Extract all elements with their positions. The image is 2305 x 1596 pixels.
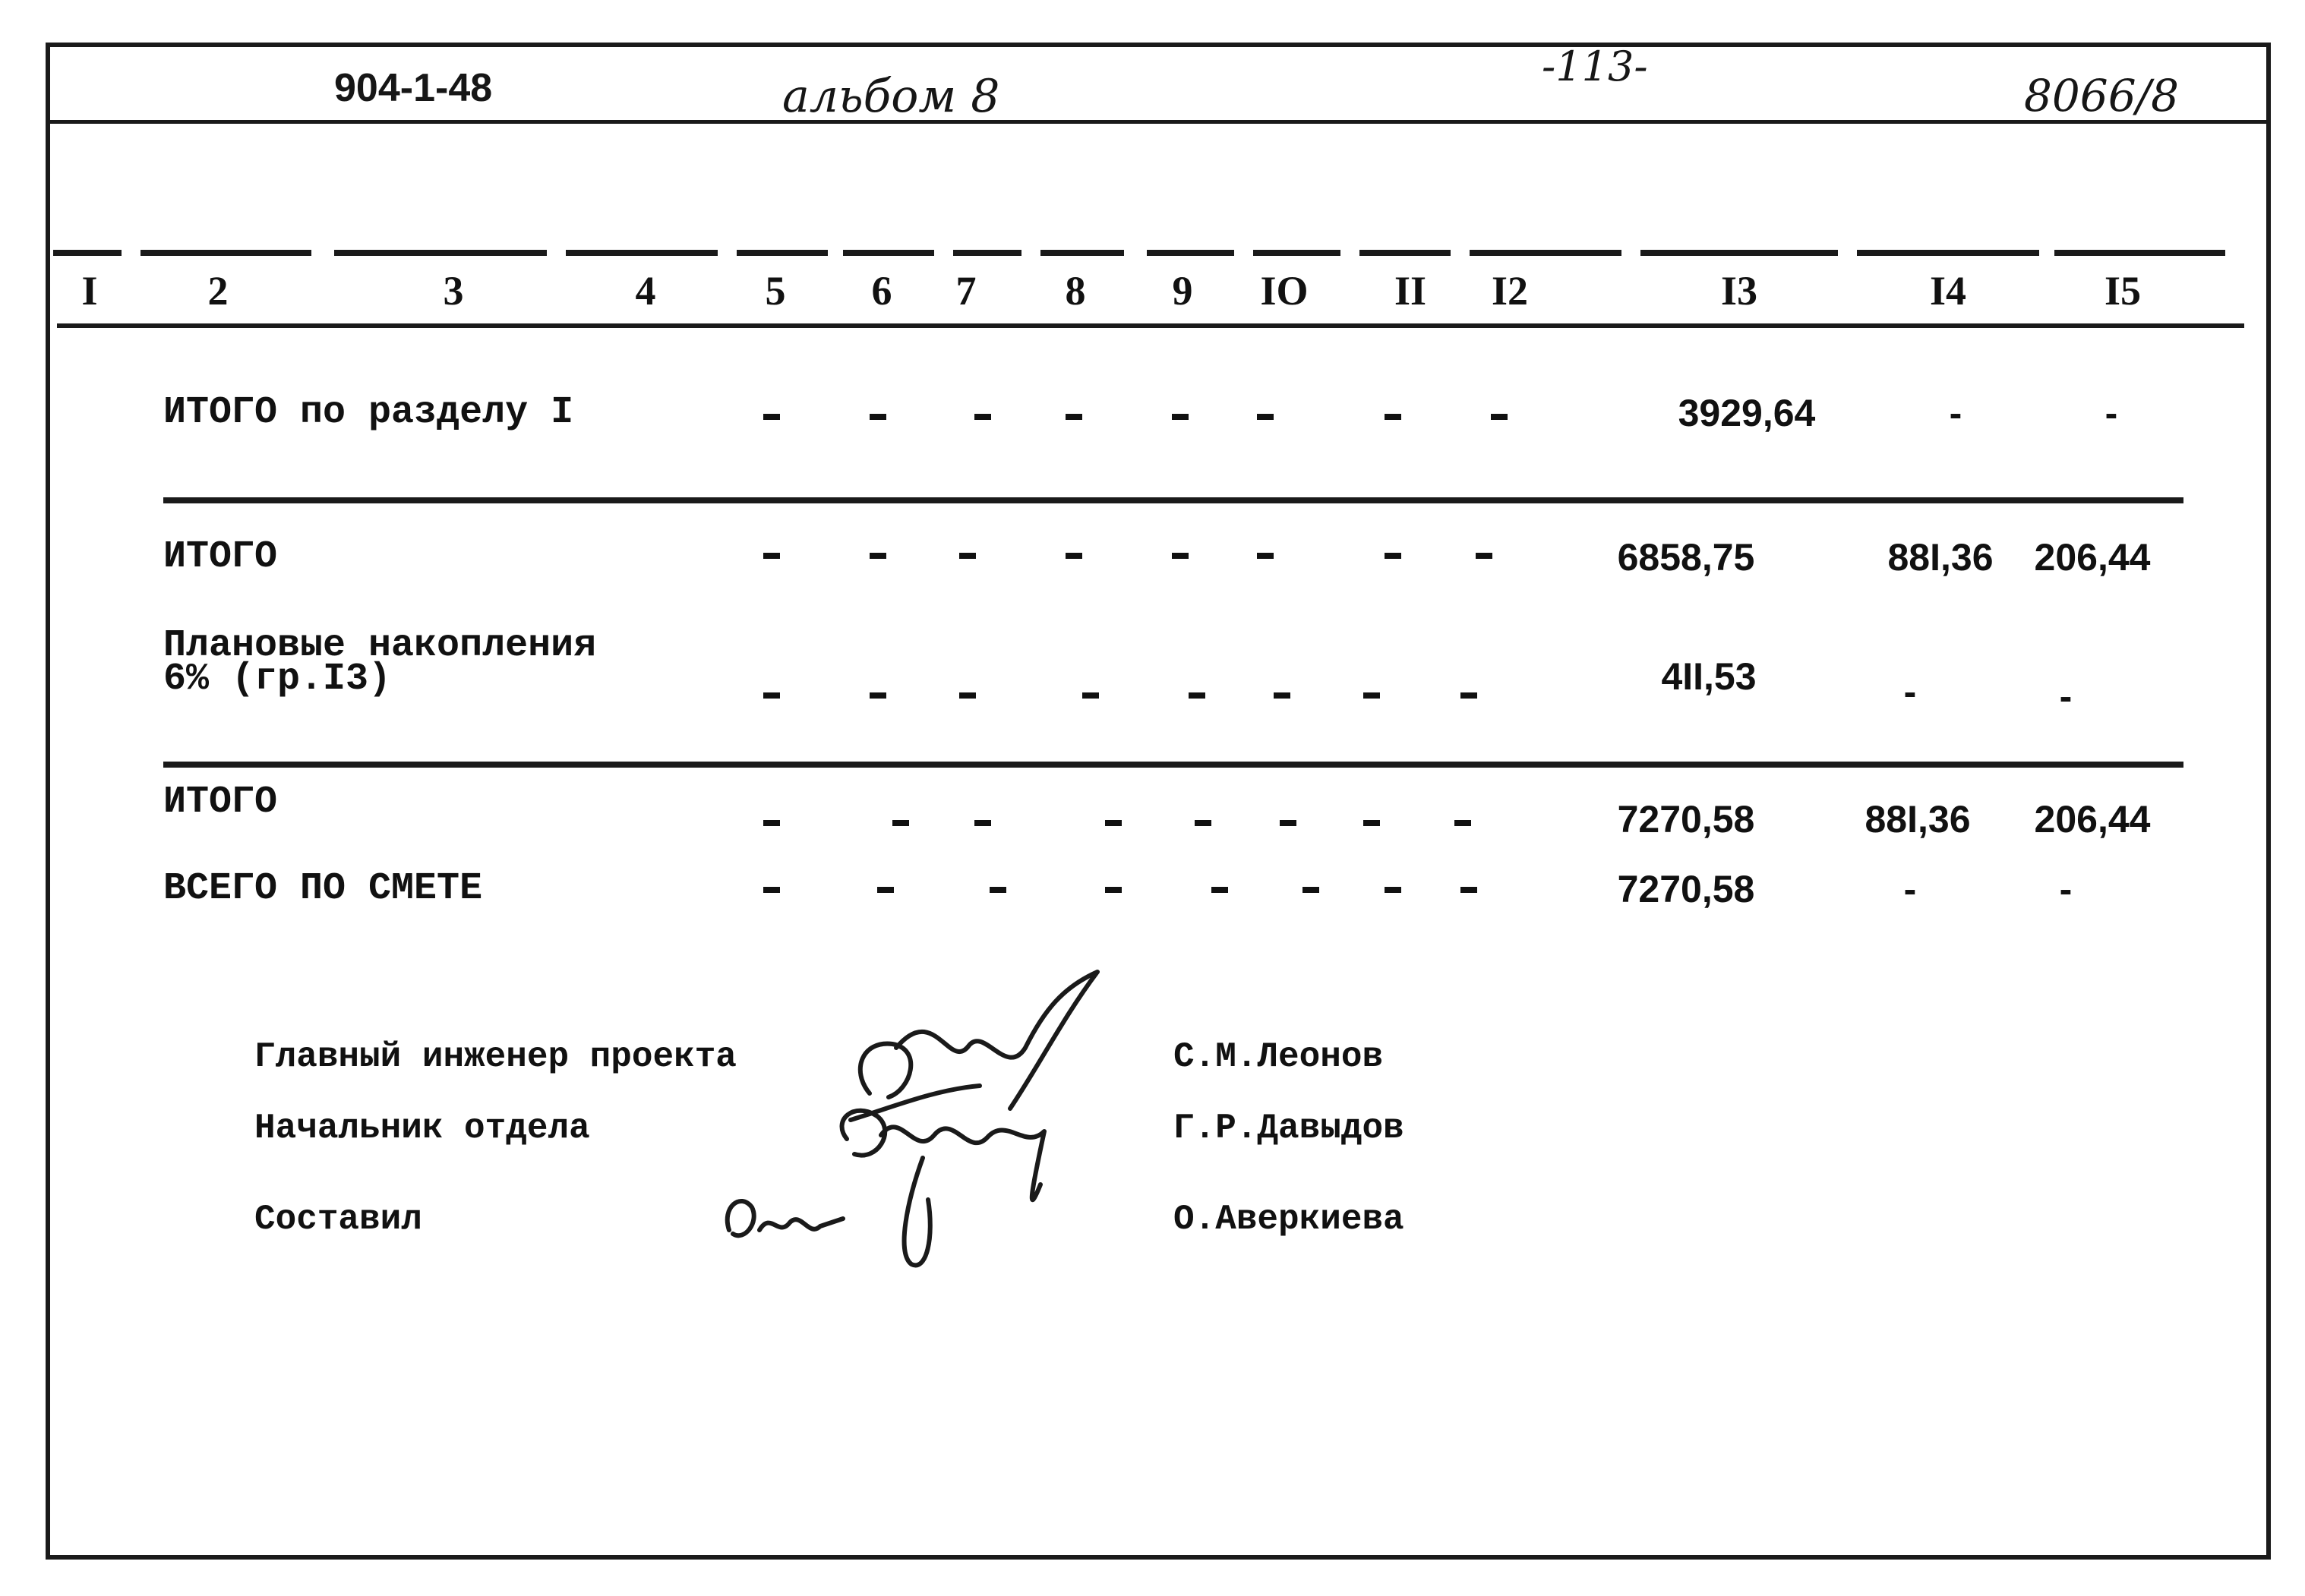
row-col15: - <box>2104 392 2118 434</box>
col-header-6: 6 <box>871 268 892 314</box>
signature-name: С.М.Леонов <box>1173 1037 1384 1077</box>
col-header-9: 9 <box>1172 268 1193 314</box>
col-header-11: II <box>1394 268 1427 314</box>
col-header-1: I <box>81 268 98 314</box>
row-total-col13: 7270,58 <box>1617 798 1755 841</box>
col-header-3: 3 <box>443 268 464 314</box>
row-total-col13: 7270,58 <box>1617 868 1755 910</box>
row-col14: - <box>1903 868 1917 910</box>
section-rule-2 <box>163 762 2183 768</box>
row-label: ИТОГО по разделу I <box>163 391 574 434</box>
header-rule <box>46 120 2271 124</box>
section-rule-1 <box>163 497 2183 503</box>
column-header-bottom-rule <box>57 323 2244 328</box>
col-header-4: 4 <box>635 268 656 314</box>
row-total-col13: 4II,53 <box>1661 655 1757 698</box>
row-col14: 88I,36 <box>1865 798 1971 841</box>
signature-role: Главный инженер проекта <box>254 1037 737 1077</box>
col-header-8: 8 <box>1065 268 1086 314</box>
col-header-13: I3 <box>1720 268 1758 314</box>
row-col15: - <box>2059 868 2073 910</box>
col-header-14: I4 <box>1929 268 1967 314</box>
row-col14: 88I,36 <box>1887 536 1994 579</box>
col-header-12: I2 <box>1491 268 1529 314</box>
row-col14: - <box>1949 392 1962 434</box>
header-doc-number: 8066/8 <box>2024 70 2180 121</box>
signature-name: О.Аверкиева <box>1173 1200 1404 1239</box>
row-col15: - <box>2059 675 2073 718</box>
row-col15: 206,44 <box>2034 798 2151 841</box>
row-total-col13: 6858,75 <box>1617 536 1755 579</box>
row-label: ИТОГО <box>163 781 278 824</box>
row-label: ИТОГО <box>163 535 278 579</box>
signature-role: Составил <box>254 1200 422 1239</box>
header-album: альбом 8 <box>782 70 1000 123</box>
row-col14: - <box>1903 670 1917 713</box>
row-total-col13: 3929,64 <box>1678 392 1816 434</box>
col-header-2: 2 <box>207 268 229 314</box>
header-page-number: -113- <box>1542 43 1648 90</box>
row-label-line1: Плановые накопления <box>163 624 597 667</box>
col-header-15: I5 <box>2104 268 2142 314</box>
row-label-line2: 6% (гр.I3) <box>163 658 392 701</box>
signature-role: Начальник отдела <box>254 1109 590 1148</box>
header-code: 904-1-48 <box>334 66 493 110</box>
signature-name: Г.Р.Давыдов <box>1173 1109 1404 1148</box>
handwritten-signatures <box>706 957 1132 1276</box>
row-label: ВСЕГО ПО СМЕТЕ <box>163 867 483 910</box>
row-col15: 206,44 <box>2034 536 2151 579</box>
col-header-10: IO <box>1260 268 1309 314</box>
col-header-7: 7 <box>955 268 977 314</box>
col-header-5: 5 <box>765 268 786 314</box>
